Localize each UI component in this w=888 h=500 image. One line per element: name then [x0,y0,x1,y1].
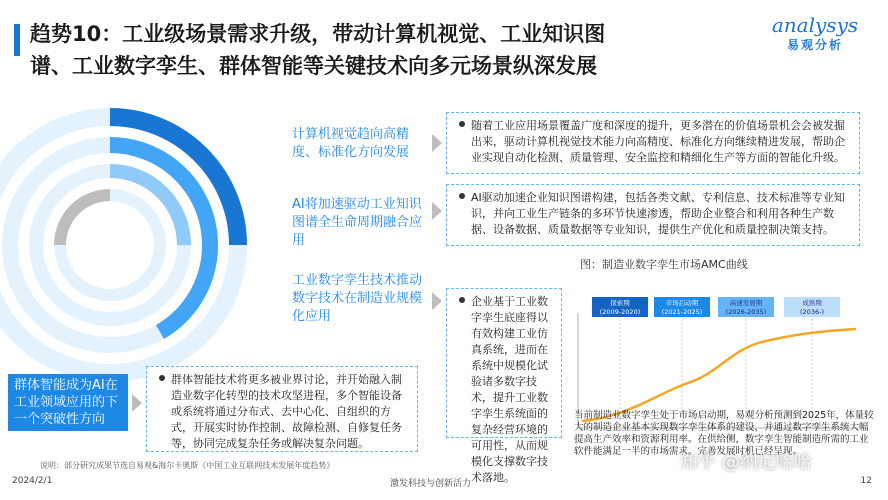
label-digital-twin: 工业数字孪生技术推动数字技术在制造业规模化应用 [292,273,423,324]
arrow-right-icon [132,394,142,412]
page-title: 趋势10：工业级场景需求升级，带动计算机视觉、工业知识图 谱、工业数字孪生、群体智能等关键技术向多元场景纵深发展 [30,22,606,78]
stage-label: (2009-2020) [599,308,641,316]
stage-label: (2021-2025) [661,308,703,316]
trend-box-computer-vision [446,112,860,174]
trend-box-swarm-intelligence [146,366,418,452]
logo-text-en: analysys [771,13,859,37]
stage-label: 高速发展期 [729,299,763,307]
footer-slogan: 激发科技与创新活力 [390,479,472,489]
arrow-right-icon [432,202,442,220]
bullet-icon [459,297,465,303]
watermark: 知乎 @纳尼哈哈 [680,452,812,473]
footer-note: 说明：部分研究成果节选自易观&海尔卡奥斯《中国工业互联网技术发展年度趋势》 [40,461,335,470]
trend-box-text: 企业基于工业数字孪生底座得以有效构建工业仿真系统，进而在系统中规模化试验诸多数字技术，提升工业数字孪生系统面的复杂经营环境的可用性，从而规模化支撑数字技术落地。 [471,295,548,484]
chart-title: 图：制造业数字孪生市场AMC曲线 [580,258,748,271]
brand-logo [760,14,870,53]
page-number: 12 [860,476,872,486]
amc-curve [582,329,856,421]
label-knowledge-graph: AI将加速驱动工业知识图谱全生命周期融合应用 [292,197,423,248]
stage-label: 市场启动期 [665,299,699,307]
bullet-icon [159,375,165,381]
label-computer-vision: 计算机视觉趋向高精度、标准化方向发展 [292,127,410,160]
trend-box-text: 群体智能技术将更多被业界讨论，并开始融入制造业数字化转型的技术攻坚进程，多个智能设备或系统将通过分布式、去中心化、自组织的方式，开展实时协作控制、故障检测、自修复任务等，协同完成复杂任务或解决复杂问题。 [171,373,402,450]
trend-box-text: 随着工业应用场景覆盖广度和深度的提升，更多潜在的价值场景机会会被发掘出来，驱动计算机视觉技术能力向高精度、标准化方向继续精进发展，帮助企业实现自动化检测、质量管理、安全监控和精细化生产等方面的智能化升级。 [471,119,845,164]
arrow-right-icon [432,292,442,310]
chart-caption: 当前制造业数字孪生处于市场启动期，易观分析预测到2025年，体量较大的制造企业基本实现数字孪生体系的建设，并通过数字孪生系统大幅提高生产效率和资源利用率。在供给侧，数字孪生智能制造所需的工业软件能满足一半的市场需求。完善发展时机已经呈现。 [574,410,874,457]
concentric-rings-graphic [0,100,300,390]
trend-box-digital-twin [446,288,562,484]
stage-label: (2036-) [800,308,824,316]
arrow-right-icon [432,134,442,152]
title-accent-bar [14,24,20,56]
bullet-icon [459,121,465,127]
bullet-icon [459,193,465,199]
logo-text-cn: 易观分析 [786,38,843,52]
trend-box-text: AI驱动加速企业知识图谱构建，包括各类文献、专利信息、技术标准等专业知识，并向工业生产链条的多环节快速渗透，帮助企业整合和利用各种生产数据、设备数据、质量数据等专业知识，提供生产优化和质量控制决策支持。 [471,191,845,236]
stage-label: (2026-2035) [725,308,767,316]
stage-label: 成熟期 [802,299,822,307]
trend-box-knowledge-graph [446,184,860,246]
label-swarm-intelligence: 群体智能成为AI在工业领域应用的下一个突破性方向 [8,374,128,431]
footer-date: 2024/2/1 [12,476,53,486]
stage-label: 探索期 [610,299,630,307]
